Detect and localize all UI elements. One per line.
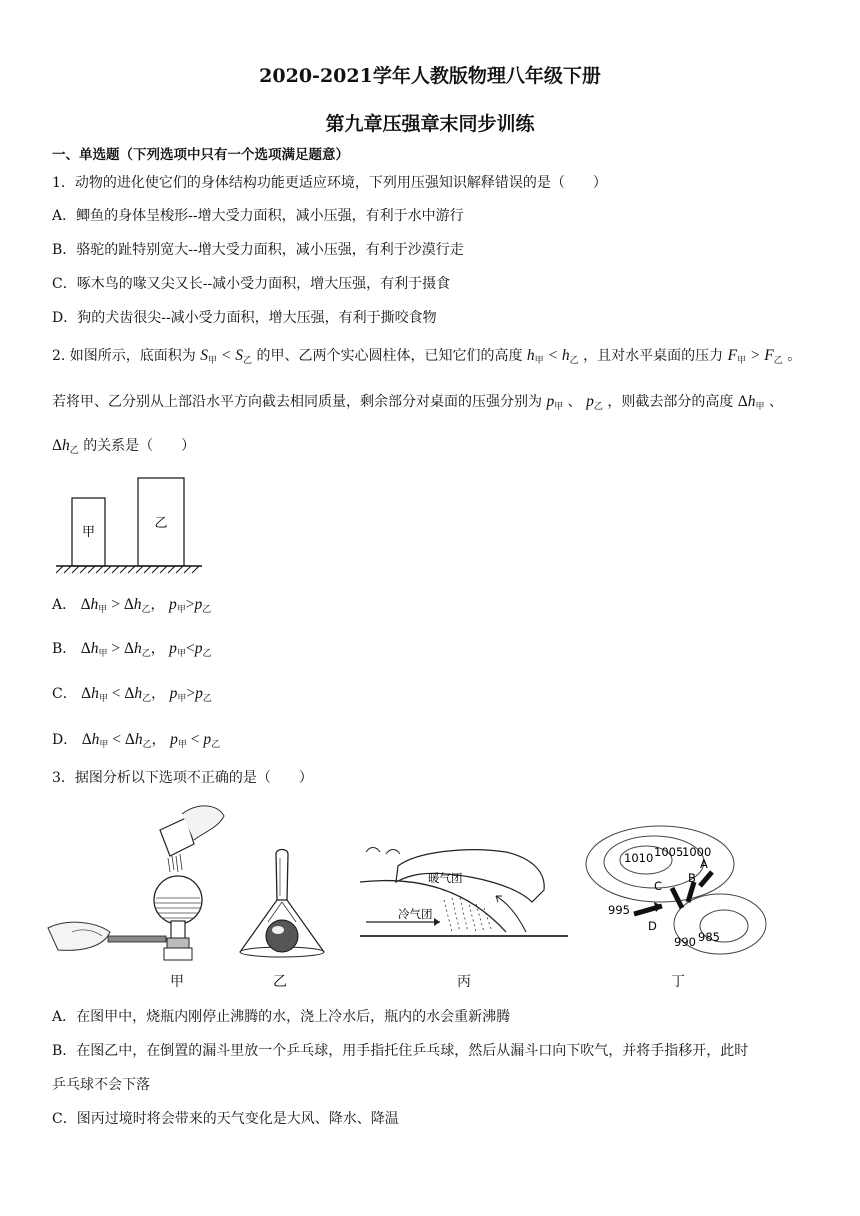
q3-option-a: A．在图甲中，烧瓶内刚停止沸腾的水，浇上冷水后，瓶内的水会重新沸腾 bbox=[52, 1009, 511, 1025]
q1-option-a: A．鲫鱼的身体呈梭形--增大受力面积，减小压强，有利于水中游行 bbox=[52, 208, 464, 224]
q2-option-letter: A． bbox=[52, 597, 77, 613]
q2-option-c: C． Δh甲 < Δh乙， p甲>p乙 bbox=[52, 685, 212, 703]
q3-figure-ding-isobars bbox=[590, 826, 780, 960]
q2-figure-label-yi: 乙 bbox=[154, 516, 168, 531]
document-title: 2020-2021学年人教版物理八年级下册 bbox=[259, 65, 601, 87]
isobar-label-985: 985 bbox=[698, 930, 720, 944]
q1-option-c: C．啄木鸟的喙又尖又长--减小受力面积，增大压强，有利于摄食 bbox=[52, 276, 451, 292]
q2-formula-area: S甲 < S乙 bbox=[200, 347, 253, 365]
q1-stem: 1．动物的进化使它们的身体结构功能更适应环境，下列用压强知识解释错误的是（ ） bbox=[52, 175, 607, 191]
q2-option-d: D． Δh甲 < Δh乙， p甲 < p乙 bbox=[52, 731, 221, 749]
q2-rel-h: < bbox=[111, 685, 121, 702]
q2-option-letter: B． bbox=[52, 641, 77, 657]
isobar-label-1000: 1000 bbox=[682, 845, 712, 859]
q3-caption-jia: 甲 bbox=[170, 974, 184, 990]
q1-option-d: D．狗的犬齿很尖--减小受力面积，增大压强，有利于撕咬食物 bbox=[52, 310, 437, 326]
arrow-label-c: C bbox=[654, 879, 663, 893]
q2-rel-p: < bbox=[190, 731, 200, 748]
q2-option-letter: C． bbox=[52, 686, 77, 702]
q2-text: 若将甲、乙分别从上部沿水平方向截去相同质量，剩余部分对桌面的压强分别为 bbox=[52, 394, 542, 410]
q2-rel-p: < bbox=[185, 640, 195, 657]
q2-formula-force: F甲 > F乙 bbox=[727, 347, 783, 365]
q2-option-letter: D． bbox=[52, 732, 78, 748]
q2-rel-h: > bbox=[111, 596, 120, 613]
q2-rel-p: > bbox=[186, 685, 196, 702]
arrow-label-d: D bbox=[648, 919, 657, 933]
section-heading: 一、单选题（下列选项中只有一个选项满足题意） bbox=[52, 147, 349, 163]
q2-stem-line2 bbox=[52, 393, 783, 412]
q2-text: ，则截去部分的高度 bbox=[607, 394, 734, 410]
q3-caption-bing: 丙 bbox=[457, 974, 471, 990]
q2-text: 的甲、乙两个实心圆柱体，已知它们的高度 bbox=[256, 348, 523, 364]
q2-text: 。 bbox=[787, 348, 802, 364]
q2-rel-h: < bbox=[112, 731, 122, 748]
arrow-label-a: A bbox=[700, 857, 708, 871]
q3-caption-yi: 乙 bbox=[273, 974, 287, 990]
q3-figure-yi-funnel bbox=[232, 852, 332, 962]
q2-symbol-dh-jia: Δh甲 bbox=[737, 393, 765, 411]
q3-option-b-line2: 乒乓球不会下落 bbox=[52, 1077, 150, 1093]
q2-symbol-p-jia: p甲 bbox=[546, 393, 564, 411]
q2-stem-line1 bbox=[52, 347, 801, 366]
q2-rel-h: > bbox=[111, 640, 121, 657]
q2-symbol-dh-yi: Δh乙 bbox=[52, 437, 79, 455]
q3-stem: 3．据图分析以下选项不正确的是（ ） bbox=[52, 770, 313, 786]
q3-caption-ding: 丁 bbox=[671, 974, 685, 990]
q2-option-a: A． Δh甲 > Δh乙， p甲>p乙 bbox=[52, 596, 212, 614]
q2-cylinders-figure bbox=[52, 474, 212, 578]
q2-text: ，且对水平桌面的压力 bbox=[583, 348, 724, 364]
arrow-label-b: B bbox=[688, 871, 696, 885]
q2-rel-p: > bbox=[185, 596, 195, 613]
q3-figure-bing-front bbox=[356, 842, 576, 942]
q3-figure-jia-flask bbox=[48, 800, 248, 965]
q3-warm-air-label: 暖气团 bbox=[428, 871, 463, 885]
q2-text: 、 bbox=[567, 394, 582, 410]
isobar-label-995: 995 bbox=[608, 903, 630, 917]
q2-stem-line3 bbox=[52, 437, 195, 456]
q1-option-b: B．骆驼的趾特别宽大--增大受力面积，减小压强，有利于沙漠行走 bbox=[52, 242, 464, 258]
isobar-label-1005: 1005 bbox=[654, 845, 684, 859]
q2-text: 、 bbox=[768, 394, 783, 410]
q2-text: 2. 如图所示，底面积为 bbox=[52, 348, 196, 364]
q2-symbol-p-yi: p乙 bbox=[586, 393, 603, 411]
document-subtitle: 第九章压强章末同步训练 bbox=[325, 113, 535, 135]
q3-cold-air-label: 冷气团 bbox=[398, 907, 433, 921]
q3-option-c: C．图丙过境时将会带来的天气变化是大风、降水、降温 bbox=[52, 1111, 399, 1127]
isobar-label-1010: 1010 bbox=[624, 851, 654, 865]
q2-option-b: B． Δh甲 > Δh乙， p甲<p乙 bbox=[52, 640, 212, 658]
isobar-label-990: 990 bbox=[674, 935, 696, 949]
q2-text: 的关系是（ ） bbox=[83, 438, 196, 454]
q2-formula-height: h甲 < h乙 bbox=[526, 347, 579, 365]
q3-option-b-line1: B．在图乙中，在倒置的漏斗里放一个乒乓球，用手指托住乒乓球，然后从漏斗口向下吹气，并将手指移开，此时 bbox=[52, 1043, 749, 1059]
q2-figure-label-jia: 甲 bbox=[81, 525, 96, 540]
